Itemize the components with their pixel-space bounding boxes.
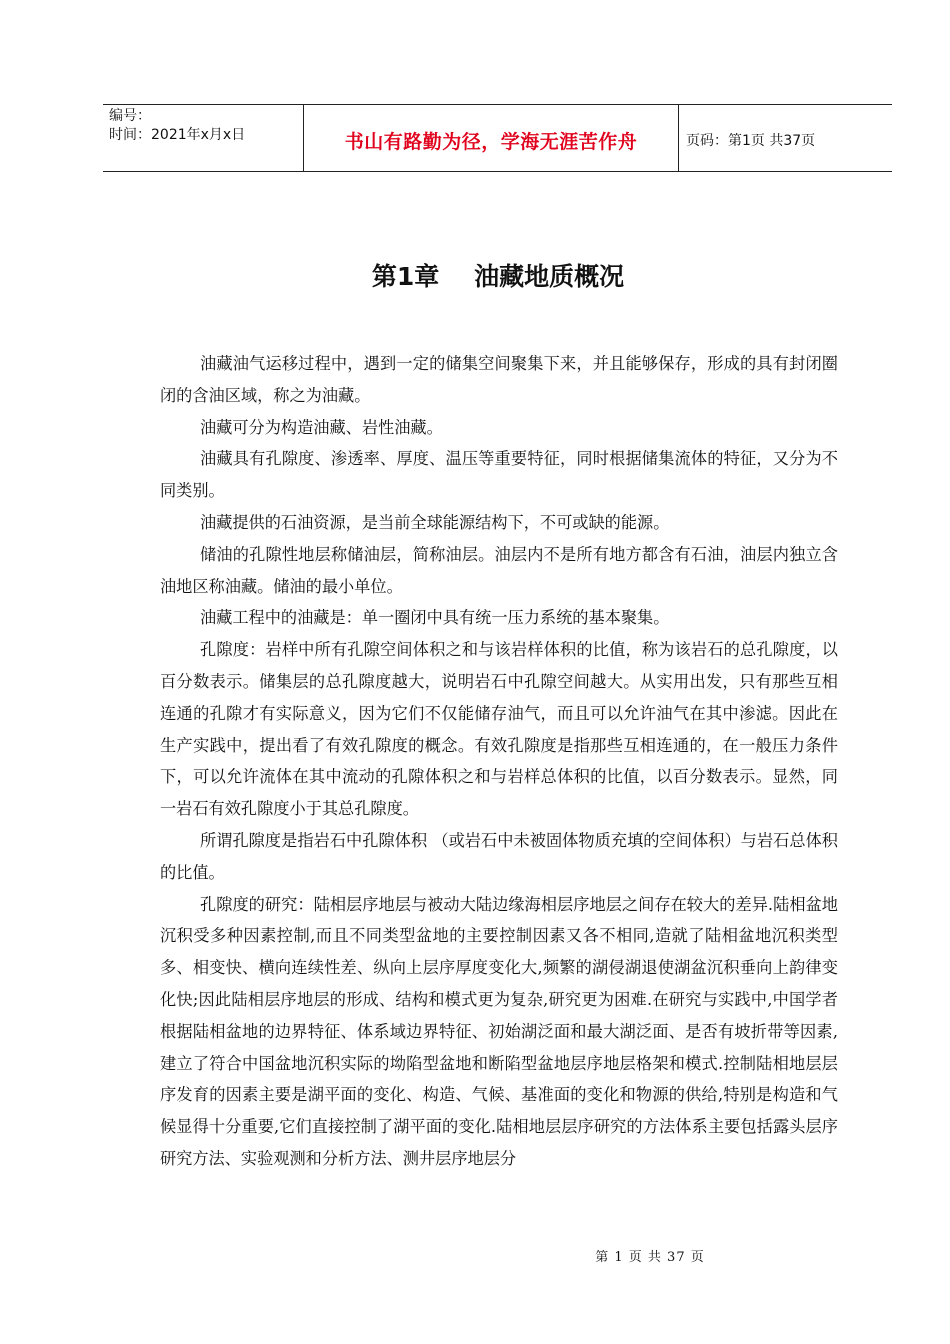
paragraph: 孔隙度的研究：陆相层序地层与被动大陆边缘海相层序地层之间存在较大的差异.陆相盆地沉积受多种因素控制,而且不同类型盆地的主要控制因素又各不相同,造就了陆相盆地沉积类型多、相变快、横向连续性差、纵向上层序厚度变化大,频繁的湖侵湖退使湖盆沉积垂向上韵律变化快;因此陆相层序地层的形成、结构和模式更为复杂,研究更为困难.在研究与实践中,中国学者根据陆相盆地的边界特征、体系域边界特征、初始湖泛面和最大湖泛面、是否有坡折带等因素,建立了符合中国盆地沉积实际的坳陷型盆地和断陷型盆地层序地层格架和模式.控制陆相地层层序发育的因素主要是湖平面的变化、构造、气候、基准面的变化和物源的供给,特别是构造和气候显得十分重要,它们直接控制了湖平面的变化.陆相地层层序研究的方法体系主要包括露头层序研究方法、实验观测和分析方法、测井层序地层分 xyxy=(160,894,838,1168)
header-meta xyxy=(109,107,304,145)
header-page-info: 页码：第1页 共37页 xyxy=(686,133,816,149)
paragraph: 油藏工程中的油藏是：单一圈闭中具有统一压力系统的基本聚集。 xyxy=(200,608,670,628)
page-header xyxy=(103,104,892,172)
paragraph: 所谓孔隙度是指岩石中孔隙体积 （或岩石中未被固体物质充填的空间体积）与岩石总体积 的比值。 xyxy=(160,830,838,882)
document-body xyxy=(160,348,838,1175)
paragraph: 油藏提供的石油资源，是当前全球能源结构下，不可或缺的能源。 xyxy=(200,512,670,532)
header-motto: 书山有路勤为径，学海无涯苦作舟 xyxy=(344,131,638,153)
document-number-label: 编号： xyxy=(109,108,151,124)
paragraph: 油藏具有孔隙度、渗透率、厚度、温压等重要特征，同时根据储集流体的特征，又分为不同类别。 xyxy=(160,449,838,501)
page-footer: 第 1 页 共 37 页 xyxy=(595,1250,705,1265)
paragraph: 孔隙度：岩样中所有孔隙空间体积之和与该岩样体积的比值，称为该岩石的总孔隙度，以百分数表示。储集层的总孔隙度越大，说明岩石中孔隙空间越大。从实用出发，只有那些互相连通的孔隙才有实际意义，因为它们不仅能储存油气，而且可以允许油气在其中渗滤。因此在生产实践中，提出看了有效孔隙度的概念。有效孔隙度是指那些互相连通的，在一般压力条件下，可以允许流体在其中流动的孔隙体积之和与岩样总体积的比值，以百分数表示。显然，同一岩石有效孔隙度小于其总孔隙度。 xyxy=(160,640,838,819)
document-time-label: 时间：2021年x月x日 xyxy=(109,127,246,143)
paragraph: 油藏可分为构造油藏、岩性油藏。 xyxy=(200,417,443,437)
chapter-title: 第1章 油藏地质概况 xyxy=(371,262,625,291)
paragraph: 油藏油气运移过程中，遇到一定的储集空间聚集下来，并且能够保存，形成的具有封闭圈闭的含油区域，称之为油藏。 xyxy=(160,354,838,405)
paragraph: 储油的孔隙性地层称储油层，简称油层。油层内不是所有地方都含有石油，油层内独立含油地区称油藏。储油的最小单位。 xyxy=(160,544,838,596)
header-divider xyxy=(678,105,679,171)
